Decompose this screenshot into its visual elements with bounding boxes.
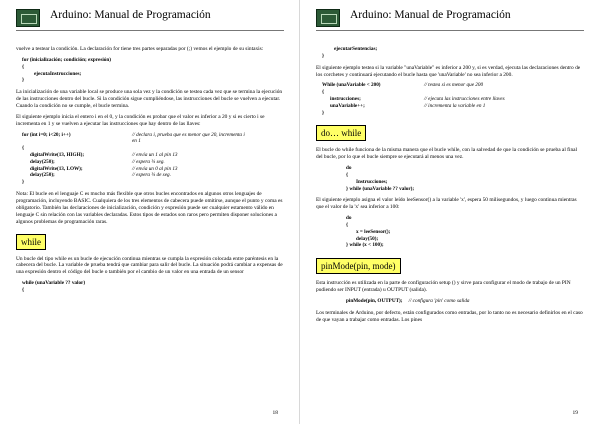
example-intro-paragraph: El siguiente ejemplo inicia el entero i en el 0, y la condición es probar que el valor es inferior a 20 y si es cierto i se incrementa en 1 y se vuelven a ejecutar las instrucciones que hay dentro de las llaves: bbox=[16, 113, 265, 127]
arduino-logo-icon bbox=[16, 9, 40, 27]
code-comment: // incrementa la variable en 1 bbox=[424, 102, 486, 109]
code-line: x = leeSensor(); bbox=[356, 228, 391, 235]
init-paragraph: La inicialización de una variable local se produce una sola vez y la condición se testea cada vez que se termina la ejecución de las instrucciones dentro del bucle. Si la condición sigue cumpliéndose, las instrucciones del bucle se vuelven a ejecutar. Cuando la condición no se cumple, el bucle termina. bbox=[16, 89, 283, 109]
code-text: instrucciones; bbox=[330, 96, 361, 102]
page-header bbox=[316, 6, 584, 40]
code-line: { bbox=[22, 287, 25, 294]
page-header bbox=[16, 6, 284, 40]
code-text: While (unaVariable < 200) bbox=[322, 82, 381, 89]
code-line: ejecutaInstrucciones; bbox=[34, 70, 82, 77]
do-while-syntax-block bbox=[316, 165, 584, 192]
code-line: } while (x < 100); bbox=[346, 242, 384, 249]
code-line bbox=[16, 172, 284, 179]
code-line bbox=[16, 145, 284, 152]
pinmode-code-block bbox=[316, 298, 584, 305]
terminals-paragraph: Los terminales de Arduino, por defecto, están configurados como entradas, por lo tanto no es necesario definirlos en el caso de que vayan a trabajar como entradas. Los pines bbox=[316, 309, 583, 323]
code-text: delay(250); bbox=[30, 158, 55, 165]
code-comment: // ejecuta las instrucciones entre llaves bbox=[424, 96, 505, 102]
arduino-logo-icon bbox=[316, 9, 340, 27]
code-line bbox=[16, 159, 284, 166]
right-page bbox=[300, 0, 600, 424]
code-line bbox=[316, 89, 584, 96]
page-number: 19 bbox=[572, 410, 578, 416]
code-text: digitalWrite(13, HIGH); bbox=[30, 152, 85, 159]
pinmode-paragraph: Esta instrucción es utilizada en la parte de configuración setup () y sirve para configurar el modo de trabajo de un PIN pudiendo ser INPUT (entrada) u OUTPUT (salida). bbox=[316, 280, 571, 294]
header-rule bbox=[16, 30, 284, 31]
code-comment: // envía un 0 al pin 13 bbox=[132, 165, 178, 172]
code-text: } bbox=[322, 109, 325, 116]
while-syntax-block bbox=[16, 280, 284, 294]
do-while-example-intro: El siguiente ejemplo asigna el valor leído leeSensor() a la variable 'x', espera 50 milisegundos, y luego continua mientras que el valor de la 'x' sea inferior a 100: bbox=[316, 197, 577, 211]
do-while-example-block bbox=[316, 215, 584, 249]
code-line: } bbox=[22, 77, 25, 84]
header-title: Arduino: Manual de Programación bbox=[50, 9, 211, 21]
code-line: for (inicialización; condición; expresión) bbox=[22, 56, 111, 63]
code-text: { bbox=[22, 145, 25, 152]
while-example-intro: El siguiente ejemplo testea si la variable "unaVariable" es inferior a 200 y, si es verdad, ejecuta las declaraciones dentro de los corchetes y continuará ejecutando el bucle hasta que 'unaVariable' no sea inferior a 200. bbox=[316, 64, 581, 78]
code-line: while (unaVariable ?? valor) bbox=[22, 280, 86, 287]
code-text: unaVariable++; bbox=[330, 102, 365, 109]
code-comment: // espera ¼ de seg. bbox=[132, 172, 171, 179]
code-comment: // configura 'pin' como salida bbox=[408, 298, 470, 304]
code-text: { bbox=[322, 89, 325, 96]
section-heading-pinmode: pinMode(pin, mode) bbox=[316, 258, 401, 274]
right-page-body bbox=[316, 46, 584, 328]
code-text: delay(250); bbox=[30, 172, 55, 179]
code-line bbox=[316, 96, 584, 103]
header-title: Arduino: Manual de Programación bbox=[350, 9, 511, 21]
code-line: Instrucciones; bbox=[356, 178, 388, 185]
code-text: pinMode(pin, OUTPUT); bbox=[346, 298, 403, 304]
code-line bbox=[316, 298, 584, 305]
code-line bbox=[16, 152, 284, 159]
for-example-block bbox=[16, 132, 284, 186]
left-page-body bbox=[16, 46, 284, 299]
code-line: delay(50); bbox=[356, 235, 379, 242]
code-line: do bbox=[346, 215, 352, 222]
code-line bbox=[16, 179, 284, 186]
code-text: for (int i=0; i<20; i++) bbox=[22, 131, 71, 138]
code-line: } bbox=[322, 52, 325, 59]
code-line bbox=[16, 166, 284, 173]
code-line bbox=[316, 82, 584, 89]
code-comment: // espera ¼ seg. bbox=[132, 158, 165, 165]
page-number: 18 bbox=[272, 410, 278, 416]
code-line: ejecutarSentencias; bbox=[334, 46, 378, 52]
code-line: { bbox=[22, 63, 25, 70]
code-line: do bbox=[346, 165, 352, 172]
do-while-paragraph: El bucle do while funciona de la misma manera que el bucle while, con la salvedad de que la condición se prueba al final del bucle, por lo que el bucle siempre se ejecutará al menos una vez. bbox=[316, 147, 578, 161]
code-text: digitalWrite(13, LOW); bbox=[30, 165, 83, 172]
for-syntax-block bbox=[16, 57, 284, 84]
code-comment: // envía un 1 al pin 13 bbox=[132, 152, 178, 159]
section-heading-while: while bbox=[16, 234, 46, 250]
code-text: } bbox=[22, 179, 25, 186]
while-continuation-block bbox=[316, 46, 584, 60]
code-line: { bbox=[346, 222, 349, 228]
code-comment: // testea si es menor que 200 bbox=[424, 82, 484, 89]
intro-paragraph: vuelve a testear la condición. La declaración for tiene tres partes separadas por (;) vemos el ejemplo de su sintaxis: bbox=[16, 46, 264, 52]
while-paragraph: Un bucle del tipo while es un bucle de ejecución continua mientras se cumpla la expresión colocada entre paréntesis en la cabecera del bucle. La variable de prueba tendrá que cambiar para salir del bucle. La situación podrá cambiar a expensas de una expresión dentro el código del bucle o también por el cambio de un valor en una entrada de un sensor bbox=[16, 255, 283, 276]
code-line: { bbox=[346, 172, 349, 178]
while-example-block bbox=[316, 82, 584, 116]
code-comment: // declara i, prueba que es menor que 20, incrementa i en 1 bbox=[132, 131, 245, 145]
note-paragraph: Nota: El bucle en el lenguaje C es mucho más flexible que otros bucles encontrados en algunos otros lenguajes de programación, incluyendo BASIC. Cualquiera de los tres elementos de cabecera puede omitirse, aunque el punto y coma es obligatorio. También las declaraciones de inicialización, condición y expresión puede ser cualquier estamento válido en lenguaje C sin relación con las variables declaradas. Estos tipos de estados son raros pero permiten disponer soluciones a algunos problemas de programación raras. bbox=[16, 191, 283, 225]
header-rule bbox=[316, 30, 584, 31]
code-line bbox=[16, 132, 284, 146]
section-heading-do-while: do… while bbox=[316, 125, 366, 141]
code-line: } while (unaVariable ?? valor); bbox=[346, 185, 415, 192]
code-line bbox=[316, 103, 584, 110]
code-line bbox=[316, 110, 584, 117]
